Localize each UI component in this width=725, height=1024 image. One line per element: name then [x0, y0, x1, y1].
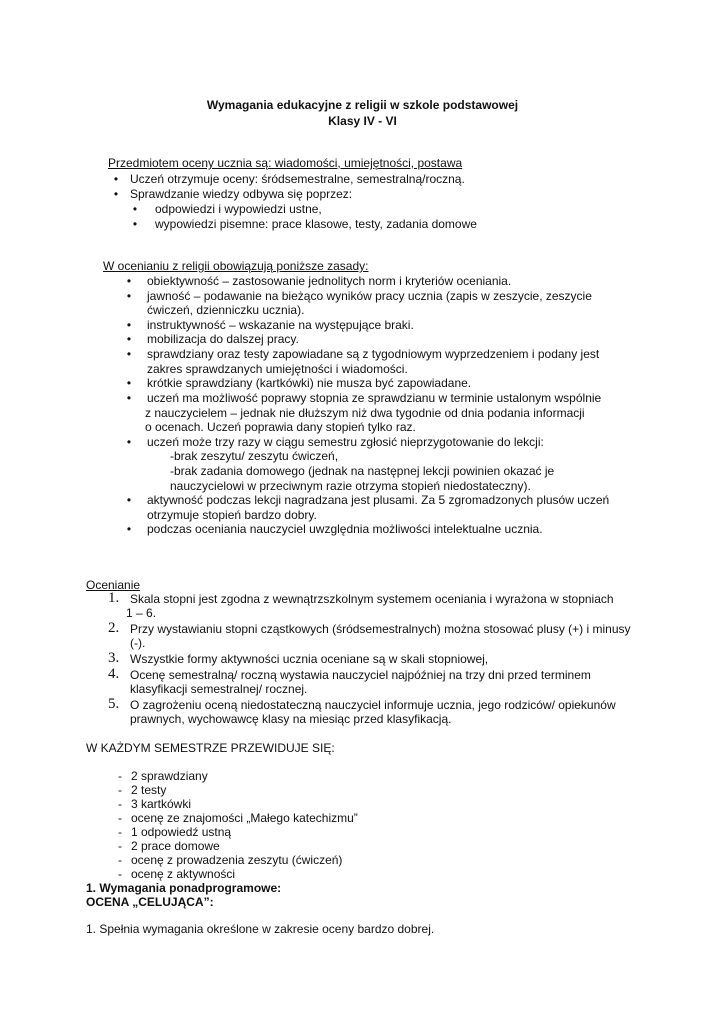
- rule-sub-item: -brak zadania domowego (jednak na następnej lekcji powinien okazać je: [170, 464, 555, 478]
- dash-marker: -: [118, 839, 122, 853]
- section-heading-semester: W KAŻDYM SEMESTRZE PRZEWIDUJE SIĘ:: [86, 741, 335, 755]
- bullet-icon: [124, 318, 134, 333]
- bullet-icon: [124, 435, 134, 450]
- list-item: Uczeń otrzymuje oceny: śródsemestralne, semestralną/roczną.: [130, 172, 465, 186]
- rule-item-continuation: zakres sprawdzanych umiejętności i wiadomości.: [147, 362, 408, 376]
- dash-marker: -: [118, 783, 122, 797]
- document-title: Wymagania edukacyjne z religii w szkole podstawowej: [206, 98, 519, 112]
- rule-item: krótkie sprawdziany (kartkówki) nie musza być zapowiadane.: [147, 376, 472, 390]
- bullet-icon: [124, 493, 134, 508]
- bullet-icon: [130, 202, 140, 217]
- semester-item: 1 odpowiedź ustną: [131, 825, 232, 839]
- grading-item: Ocenę semestralną/ roczną wystawia nauczyciel najpóźniej na trzy dni przed terminem: [130, 668, 591, 682]
- list-number: 4.: [108, 666, 120, 682]
- sub-list-item: wypowiedzi pisemne: prace klasowe, testy, zadania domowe: [155, 217, 477, 231]
- dash-marker: -: [118, 769, 122, 783]
- rule-item-continuation: z nauczycielem – jednak nie dłuższym niż dwa tygodnie od dnia podania informacji: [145, 406, 585, 420]
- rule-item: mobilizacja do dalszej pracy.: [147, 332, 299, 346]
- semester-item: ocenę z prowadzenia zeszytu (ćwiczeń): [131, 853, 343, 867]
- semester-item: 3 kartkówki: [131, 797, 192, 811]
- dash-marker: -: [118, 867, 122, 881]
- rule-item: podczas oceniania nauczyciel uwzględnia możliwości intelektualne ucznia.: [147, 522, 543, 536]
- bullet-icon: [111, 172, 121, 187]
- rule-item-continuation: o ocenach. Uczeń poprawia dany stopień tylko raz.: [145, 420, 416, 434]
- section-heading-rules: W ocenianiu z religii obowiązują poniższe zasady:: [103, 259, 369, 273]
- bullet-icon: [124, 376, 134, 391]
- semester-item: 2 sprawdziany: [131, 769, 208, 783]
- bullet-icon: [124, 274, 134, 289]
- grading-item: O zagrożeniu oceną niedostateczną nauczyciel informuje ucznia, jego rodziców/ opiekunów: [130, 698, 616, 712]
- grading-item: Wszystkie formy aktywności ucznia oceniane są w skali stopniowej,: [130, 652, 489, 666]
- grading-item: Przy wystawianiu stopni cząstkowych (śródsemestralnych) można stosować plusy (+) i minusy: [130, 622, 631, 636]
- bullet-icon: [124, 522, 134, 537]
- sub-list-item: odpowiedzi i wypowiedzi ustne,: [155, 202, 322, 216]
- grading-item-continuation: (-).: [130, 636, 146, 650]
- bullet-icon: [124, 289, 134, 304]
- list-number: 3.: [108, 650, 120, 666]
- dash-marker: -: [118, 811, 122, 825]
- list-item: Sprawdzanie wiedzy odbywa się poprzez:: [130, 187, 353, 201]
- rule-item: uczeń może trzy razy w ciągu semestru zgłosić nieprzygotowanie do lekcji:: [147, 435, 544, 449]
- bullet-icon: [124, 347, 134, 362]
- rule-item: uczeń ma możliwość poprawy stopnia ze sprawdzianu w terminie ustalonym wspólnie: [147, 391, 602, 405]
- dash-marker: -: [118, 797, 122, 811]
- grading-item-continuation: klasyfikacji semestralnej/ rocznej.: [130, 682, 308, 696]
- grading-item-continuation: prawnych, wychowawcę klasy na miesiąc przed klasyfikacją.: [130, 712, 452, 726]
- list-number: 5.: [108, 696, 120, 712]
- list-number: 2.: [108, 620, 120, 636]
- requirements-heading: 1. Wymagania ponadprogramowe:: [86, 881, 282, 895]
- rule-item: obiektywność – zastosowanie jednolitych norm i kryteriów oceniania.: [147, 274, 512, 288]
- bullet-icon: [130, 217, 140, 232]
- semester-item: 2 testy: [131, 783, 167, 797]
- grade-heading: OCENA „CELUJĄCA”:: [86, 895, 214, 909]
- dash-marker: -: [118, 853, 122, 867]
- bullet-icon: [111, 187, 121, 202]
- semester-item: 2 prace domowe: [131, 839, 220, 853]
- document-subtitle: Klasy IV - VI: [328, 114, 397, 128]
- rule-sub-item: -brak zeszytu/ zeszytu ćwiczeń,: [170, 449, 339, 463]
- bullet-icon: [124, 332, 134, 347]
- rule-sub-item: nauczycielowi w przeciwnym razie otrzyma stopień niedostateczny).: [170, 479, 531, 493]
- section-heading-assessment-subject: Przedmiotem oceny ucznia są: wiadomości, umiejętności, postawa: [108, 156, 463, 170]
- rule-item-continuation: otrzymuje stopień bardzo dobry.: [147, 508, 317, 522]
- list-number: 1.: [108, 590, 120, 606]
- semester-item: ocenę ze znajomości „Małego katechizmu”: [131, 811, 358, 825]
- rule-item: jawność – podawanie na bieżąco wyników pracy ucznia (zapis w zeszycie, zeszycie: [147, 289, 592, 303]
- rule-item: sprawdziany oraz testy zapowiadane są z tygodniowym wyprzedzeniem i podany jest: [147, 347, 600, 361]
- rule-item-continuation: ćwiczeń, dzienniczku ucznia).: [147, 303, 305, 317]
- rule-item: instruktywność – wskazanie na występujące braki.: [147, 318, 414, 332]
- requirement-item: 1. Spełnia wymagania określone w zakresie oceny bardzo dobrej.: [86, 922, 435, 936]
- bullet-icon: [124, 391, 134, 406]
- grading-item: Skala stopni jest zgodna z wewnątrzszkolnym systemem oceniania i wyrażona w stopniach: [130, 592, 614, 606]
- semester-item: ocenę z aktywności: [131, 867, 236, 881]
- rule-item: aktywność podczas lekcji nagradzana jest plusami. Za 5 zgromadzonych plusów uczeń: [147, 493, 610, 507]
- section-heading-grading: Ocenianie: [86, 578, 141, 592]
- dash-marker: -: [118, 825, 122, 839]
- grading-item-continuation: 1 – 6.: [126, 606, 157, 620]
